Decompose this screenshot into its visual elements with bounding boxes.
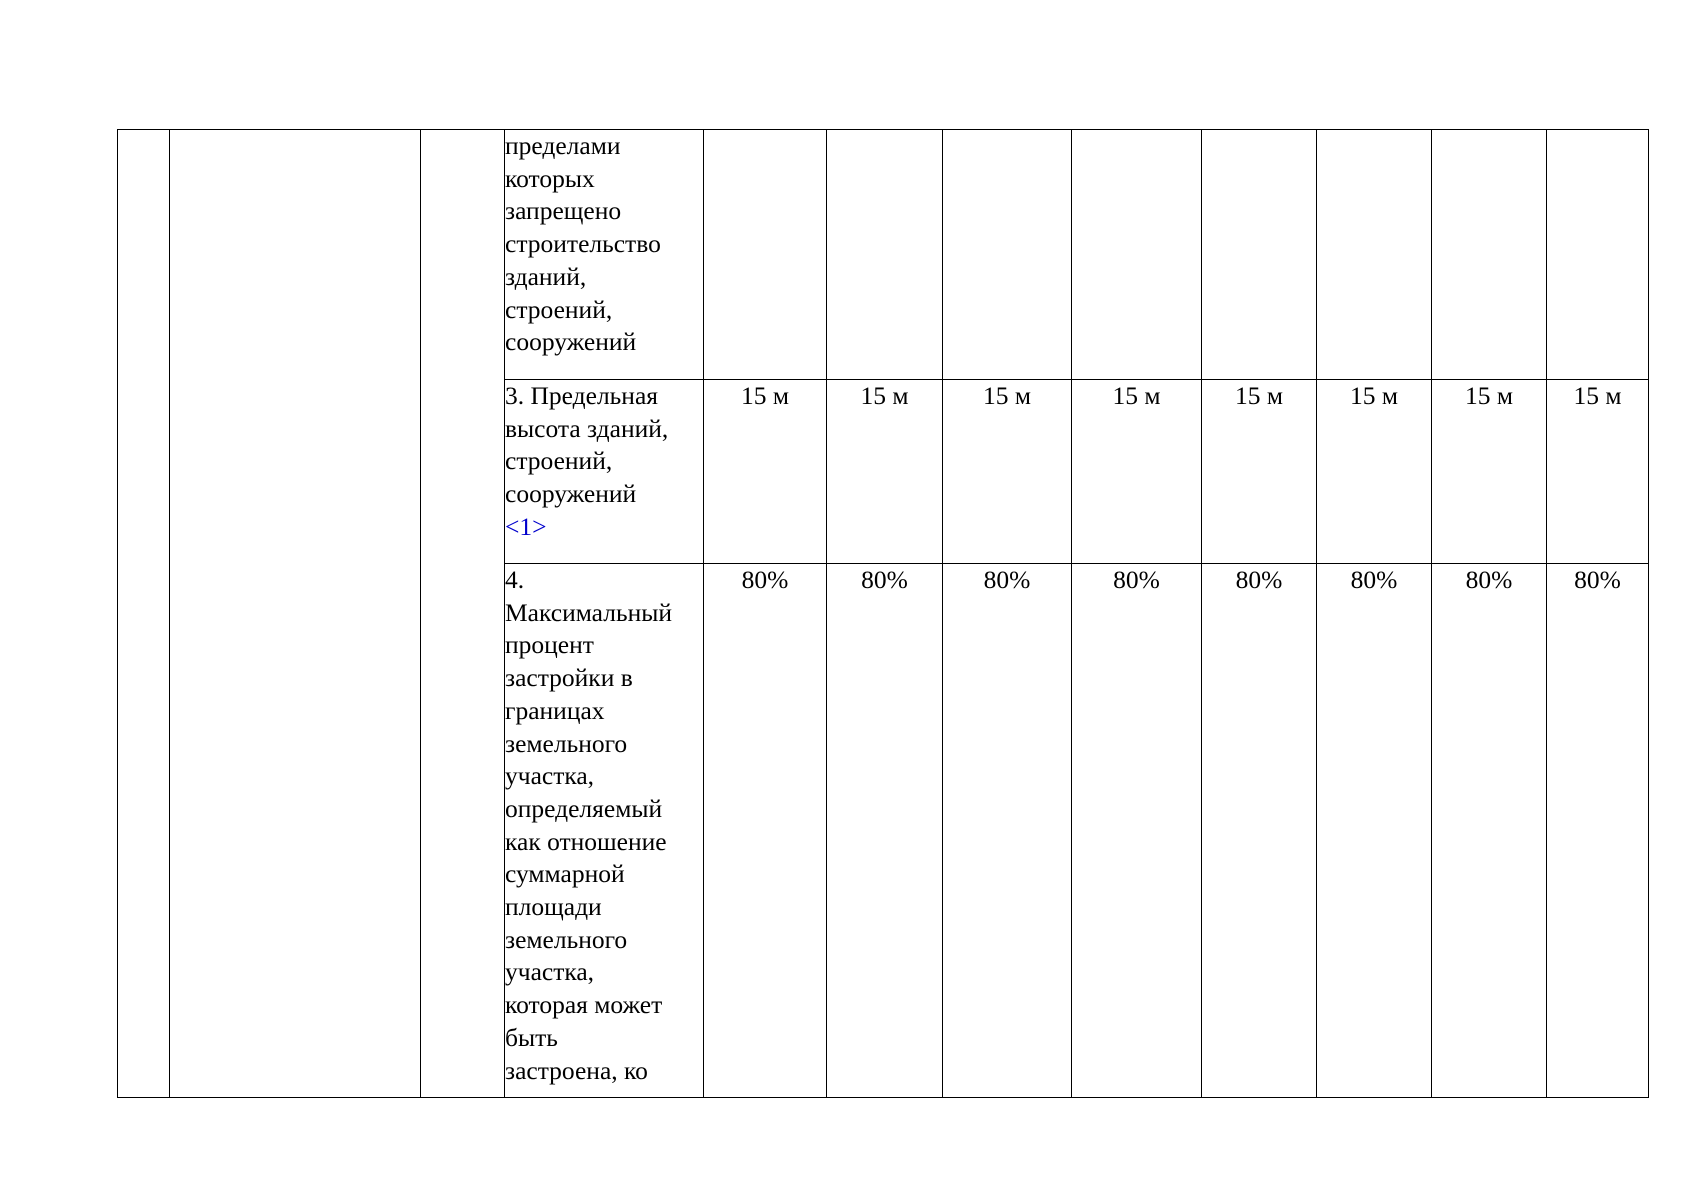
label-line: суммарной — [505, 859, 625, 889]
value-cell: 15 м — [943, 380, 1072, 564]
footnote-link[interactable]: <1> — [505, 511, 547, 541]
label-line: сооружений — [505, 479, 637, 509]
label-line: пределами — [505, 131, 621, 160]
value-cell: 80% — [827, 564, 943, 1098]
value-cell: 15 м — [1072, 380, 1202, 564]
value-cell — [1547, 130, 1649, 380]
value-cell — [827, 130, 943, 380]
label-line: процент — [505, 630, 594, 660]
value-cell: 15 м — [1202, 380, 1317, 564]
parameter-label-cell — [505, 130, 704, 380]
label-line: застроена, ко — [505, 1055, 648, 1085]
value-cell — [1202, 130, 1317, 380]
label-line: 4. — [505, 565, 525, 594]
value-cell: 80% — [1432, 564, 1547, 1098]
value-cell: 15 м — [704, 380, 827, 564]
label-line: застройки в — [505, 663, 633, 693]
label-line: которая может — [505, 990, 663, 1020]
value-cell: 80% — [1202, 564, 1317, 1098]
value-cell: 15 м — [1432, 380, 1547, 564]
parameter-label-cell — [505, 380, 704, 564]
label-line: сооружений — [505, 327, 637, 357]
value-cell — [1317, 130, 1432, 380]
label-line: строительство — [505, 229, 661, 259]
value-cell: 15 м — [1317, 380, 1432, 564]
parameter-label-cell — [505, 564, 704, 1098]
label-line: которых — [505, 163, 595, 193]
label-line: строений, — [505, 294, 613, 324]
label-line: запрещено — [505, 196, 622, 226]
label-line: участка, — [505, 957, 595, 987]
value-cell — [1072, 130, 1202, 380]
value-cell: 80% — [704, 564, 827, 1098]
table-row-setback — [118, 130, 1649, 380]
zone-name-cell — [170, 130, 421, 1098]
label-line: зданий, — [505, 261, 587, 291]
label-line: как отношение — [505, 826, 667, 856]
label-line: определяемый — [505, 793, 663, 823]
label-line: участка, — [505, 761, 595, 791]
label-line: земельного — [505, 728, 628, 758]
label-line: границах — [505, 695, 605, 725]
value-cell: 80% — [943, 564, 1072, 1098]
value-cell: 15 м — [827, 380, 943, 564]
label-line: земельного — [505, 924, 628, 954]
value-cell: 80% — [1072, 564, 1202, 1098]
label-line: высота зданий, — [505, 413, 669, 443]
value-cell — [943, 130, 1072, 380]
label-line: 3. Предельная — [505, 381, 658, 410]
label-line: площади — [505, 892, 602, 922]
value-cell: 15 м — [1547, 380, 1649, 564]
regulations-table — [117, 129, 1649, 1098]
value-cell — [1432, 130, 1547, 380]
value-cell: 80% — [1547, 564, 1649, 1098]
zone-code-cell — [421, 130, 505, 1098]
number-cell — [118, 130, 170, 1098]
label-line: строений, — [505, 446, 613, 476]
label-line: Максимальный — [505, 597, 672, 627]
value-cell: 80% — [1317, 564, 1432, 1098]
value-cell — [704, 130, 827, 380]
label-line: быть — [505, 1022, 558, 1052]
